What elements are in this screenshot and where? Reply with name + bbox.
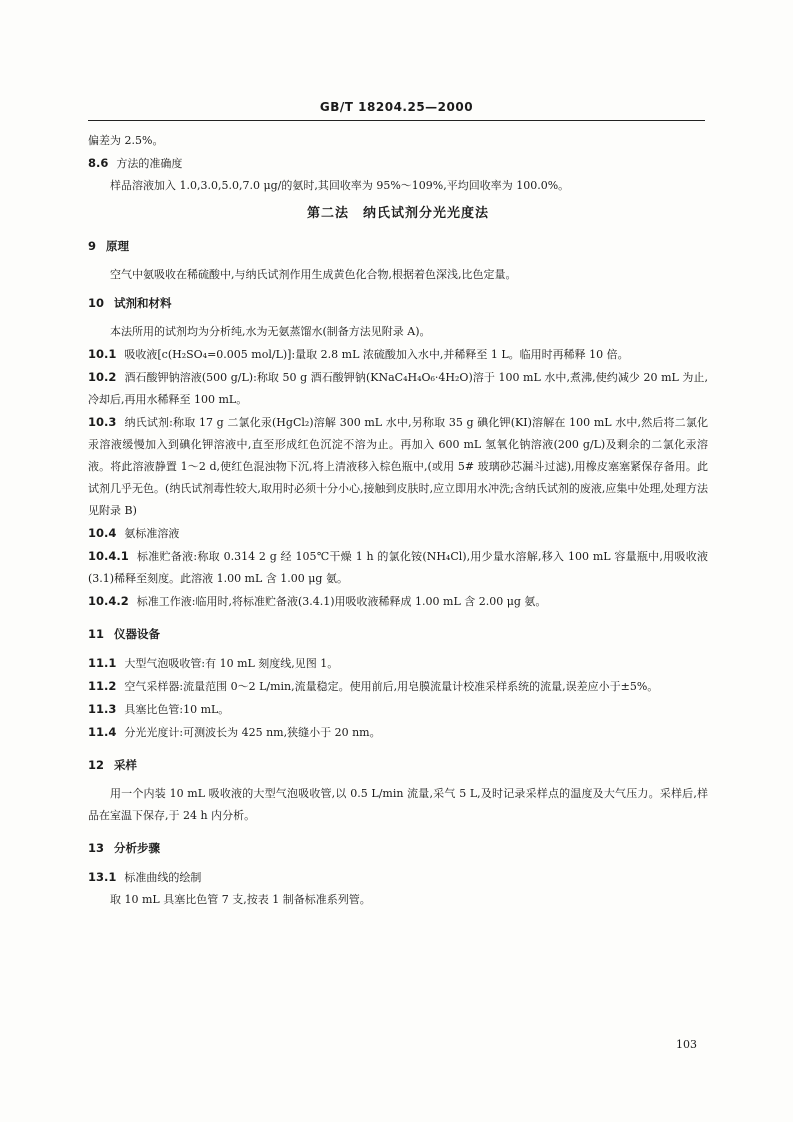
clause-number: 10.4.1 bbox=[88, 549, 129, 563]
section-intro: 本法所用的试剂均为分析纯,水为无氨蒸馏水(制备方法见附录 A)。 bbox=[110, 325, 431, 338]
clause-11-4 bbox=[88, 721, 708, 744]
section-number: 11 bbox=[88, 627, 105, 641]
section-number: 9 bbox=[88, 239, 97, 253]
clause-11-1 bbox=[88, 652, 708, 675]
clause-number: 11.4 bbox=[88, 725, 117, 739]
clause-number: 10.3 bbox=[88, 415, 117, 429]
clause-text: 酒石酸钾钠溶液(500 g/L):称取 50 g 酒石酸钾钠(KNaC₄H₄O₆·4H₂O)溶于 100 mL 水中,煮沸,使约减少 20 mL 为止,冷却后,再用水稀释至 100 mL。 bbox=[88, 371, 708, 406]
clause-8-6 bbox=[88, 152, 708, 175]
clause-10-3 bbox=[88, 411, 708, 522]
clause-number: 10.2 bbox=[88, 370, 117, 384]
clause-title: 标准曲线的绘制 bbox=[124, 871, 202, 884]
clause-title: 氨标准溶液 bbox=[124, 527, 180, 540]
clause-number: 11.3 bbox=[88, 702, 117, 716]
clause-text: 吸收液[c(H₂SO₄=0.005 mol/L)]:量取 2.8 mL 浓硫酸加入水中,并稀释至 1 L。临用时再稀释 10 倍。 bbox=[124, 348, 629, 361]
section-heading-10 bbox=[88, 292, 708, 315]
section-heading-13 bbox=[88, 837, 708, 860]
clause-text: 具塞比色管:10 mL。 bbox=[124, 703, 230, 716]
clause-number: 13.1 bbox=[88, 870, 117, 884]
clause-text: 样品溶液加入 1.0,3.0,5.0,7.0 μg/的氨时,其回收率为 95%～109%,平均回收率为 100.0%。 bbox=[110, 179, 570, 192]
clause-text: 空气采样器:流量范围 0～2 L/min,流量稳定。使用前后,用皂膜流量计校准采样系统的流量,误差应小于±5%。 bbox=[124, 680, 659, 693]
section-heading-9 bbox=[88, 235, 708, 258]
clause-number: 10.1 bbox=[88, 347, 117, 361]
clause-text: 标准工作液:临用时,将标准贮备液(3.4.1)用吸收液稀释成 1.00 mL 含 2.00 μg 氨。 bbox=[136, 595, 547, 608]
text-line: 偏差为 2.5%。 bbox=[88, 134, 164, 147]
clause-10-2 bbox=[88, 366, 708, 411]
section-text: 用一个内装 10 mL 吸收液的大型气泡吸收管,以 0.5 L/min 流量,采气 5 L,及时记录采样点的温度及大气压力。采样后,样品在室温下保存,于 24 h 内分析。 bbox=[88, 787, 708, 822]
clause-13-1 bbox=[88, 866, 708, 889]
clause-11-2 bbox=[88, 675, 708, 698]
section-title: 试剂和材料 bbox=[114, 296, 172, 310]
section-number: 13 bbox=[88, 841, 105, 855]
clause-10-1 bbox=[88, 343, 708, 366]
clause-number: 11.2 bbox=[88, 679, 117, 693]
section-number: 12 bbox=[88, 758, 105, 772]
section-number: 10 bbox=[88, 296, 105, 310]
document-body bbox=[88, 130, 708, 911]
section-title: 采样 bbox=[114, 758, 138, 772]
clause-text: 取 10 mL 具塞比色管 7 支,按表 1 制备标准系列管。 bbox=[110, 893, 371, 906]
section-title: 仪器设备 bbox=[114, 627, 161, 641]
clause-11-3 bbox=[88, 698, 708, 721]
clause-number: 8.6 bbox=[88, 156, 109, 170]
section-text: 空气中氨吸收在稀硫酸中,与纳氏试剂作用生成黄色化合物,根据着色深浅,比色定量。 bbox=[110, 268, 517, 281]
header-rule bbox=[88, 120, 705, 121]
clause-text: 标准贮备液:称取 0.314 2 g 经 105℃干燥 1 h 的氯化铵(NH₄Cl),用少量水溶解,移入 100 mL 容量瓶中,用吸收液(3.1)稀释至刻度。此溶液 1.00 mL 含 1.00 μg 氨。 bbox=[88, 550, 708, 585]
section-heading-11 bbox=[88, 623, 708, 646]
section-title: 分析步骤 bbox=[114, 841, 161, 855]
clause-10-4 bbox=[88, 522, 708, 545]
clause-number: 10.4 bbox=[88, 526, 117, 540]
clause-10-4-2 bbox=[88, 590, 708, 613]
clause-10-4-1 bbox=[88, 545, 708, 590]
method-title: 第二法 纳氏试剂分光光度法 bbox=[306, 206, 489, 221]
section-title: 原理 bbox=[106, 239, 130, 253]
clause-title: 方法的准确度 bbox=[116, 157, 183, 170]
clause-number: 11.1 bbox=[88, 656, 117, 670]
section-heading-12 bbox=[88, 754, 708, 777]
clause-text: 分光光度计:可测波长为 425 nm,狭缝小于 20 nm。 bbox=[124, 726, 381, 739]
clause-text: 纳氏试剂:称取 17 g 二氯化汞(HgCl₂)溶解 300 mL 水中,另称取 35 g 碘化钾(KI)溶解在 100 mL 水中,然后将二氯化汞溶液缓慢加入到碘化钾溶液中,直至形成红色沉淀不溶为止。再加入 600 mL 氢氧化钠溶液(200 g/L)及剩余的二氯化汞溶液。将此溶液静置 1～2 d,使红色混浊物下沉,将上清液移入棕色瓶中,(或用 5# 玻璃砂芯漏斗过滤),用橡皮塞塞紧保存备用。此试剂几乎无色。(纳氏试剂毒性较大,取用时必须十分小心,接触到皮肤时,应立即用水冲洗;含纳氏试剂的废液,应集中处理,处理方法见附录 B) bbox=[88, 416, 708, 517]
standard-code-header: GB/T 18204.25—2000 bbox=[319, 100, 474, 114]
page-number: 103 bbox=[676, 1038, 697, 1051]
clause-number: 10.4.2 bbox=[88, 594, 129, 608]
clause-text: 大型气泡吸收管:有 10 mL 刻度线,见图 1。 bbox=[124, 657, 339, 670]
